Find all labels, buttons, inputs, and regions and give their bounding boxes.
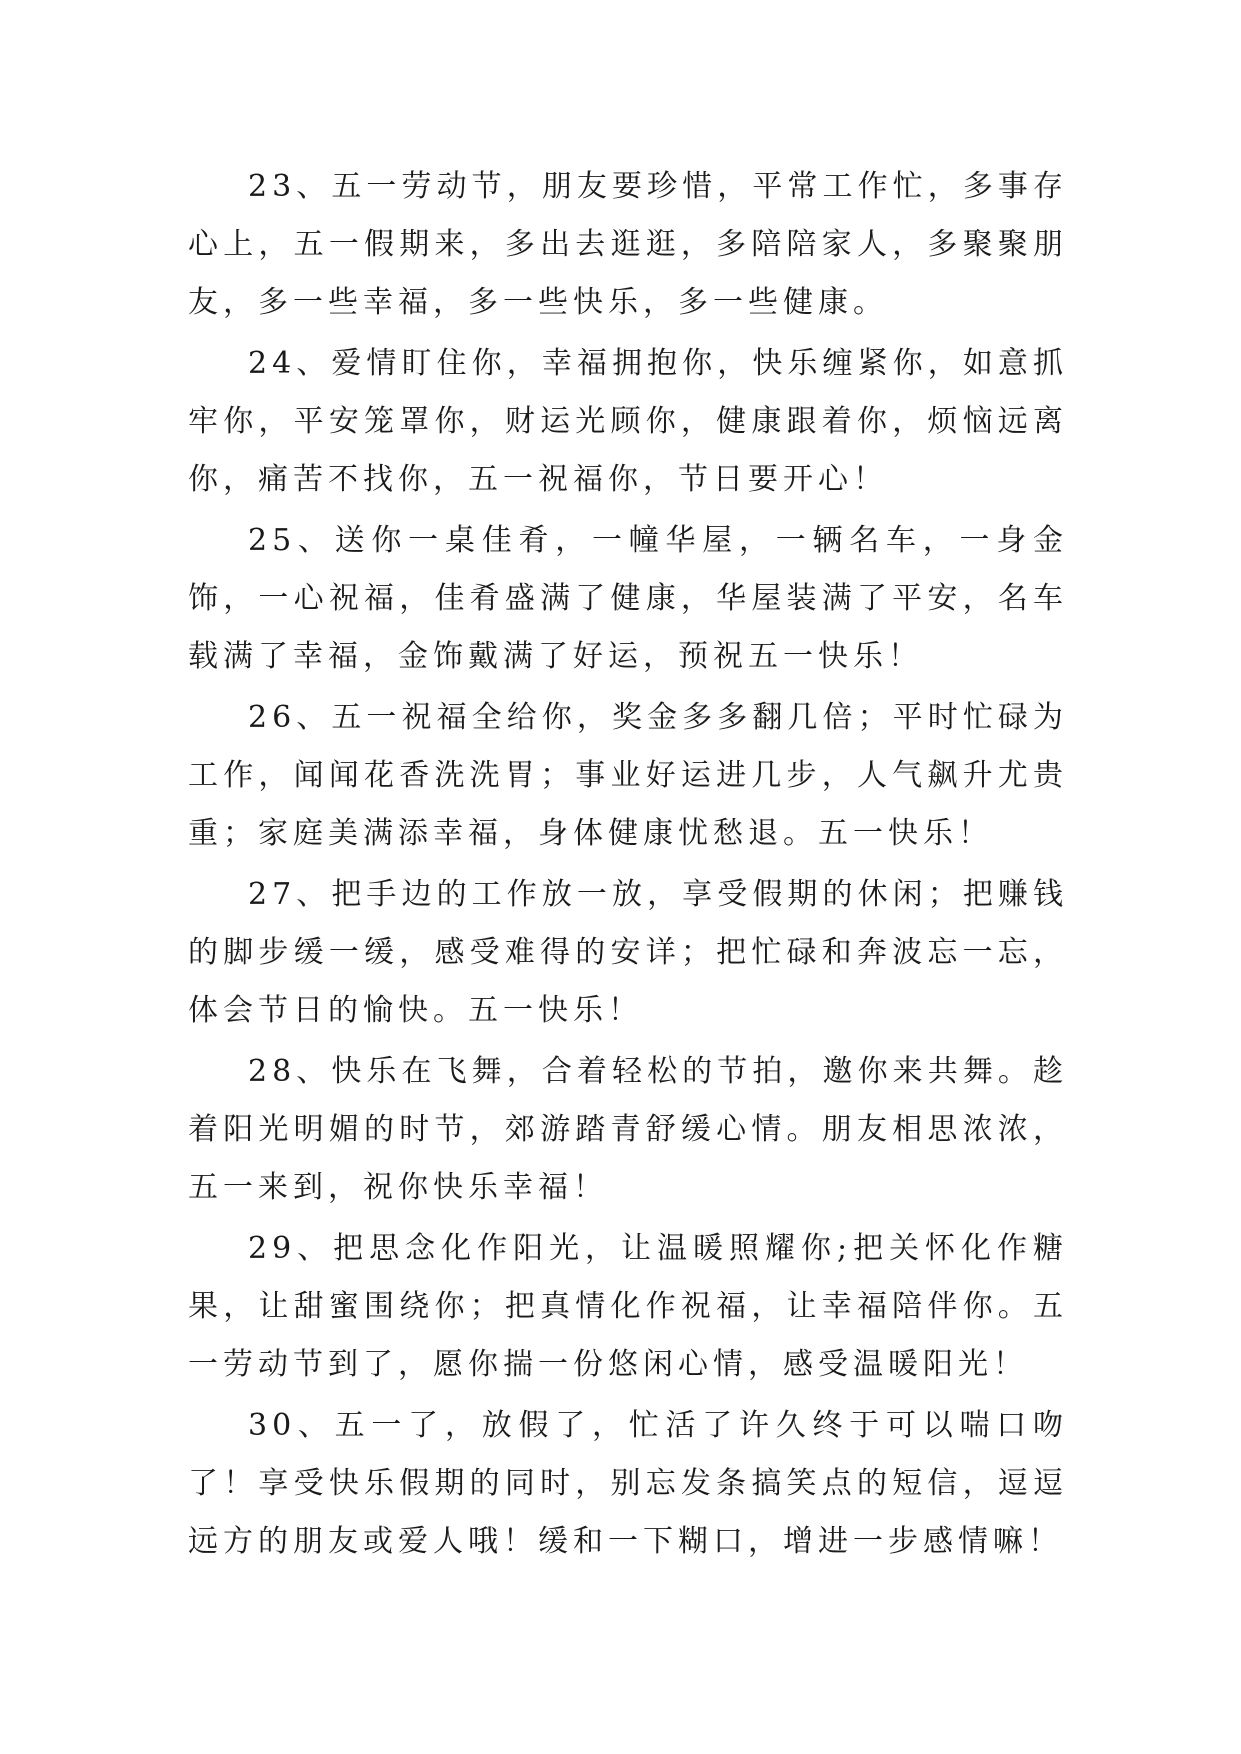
paragraph-24: 24、爱情盯住你，幸福拥抱你，快乐缠紧你，如意抓牢你，平安笼罩你，财运光顾你，健康跟着你，烦恼远离你，痛苦不找你，五一祝福你，节日要开心！ <box>188 346 1068 497</box>
paragraph-23: 23、五一劳动节，朋友要珍惜，平常工作忙，多事存心上，五一假期来，多出去逛逛，多陪陪家人，多聚聚朋友，多一些幸福，多一些快乐，多一些健康。 <box>188 169 1068 320</box>
document-body <box>188 158 1068 1574</box>
paragraph-26: 26、五一祝福全给你，奖金多多翻几倍；平时忙碌为工作，闻闻花香洗洗胃；事业好运进几步，人气飙升尤贵重；家庭美满添幸福，身体健康忧愁退。五一快乐！ <box>188 700 1068 851</box>
paragraph-30: 30、五一了，放假了，忙活了许久终于可以喘口吻了！享受快乐假期的同时，别忘发条搞笑点的短信，逗逗远方的朋友或爱人哦！缓和一下糊口，增进一步感情嘛！ <box>188 1408 1068 1559</box>
paragraph-29: 29、把思念化作阳光，让温暖照耀你;把关怀化作糖果，让甜蜜围绕你；把真情化作祝福，让幸福陪伴你。五一劳动节到了，愿你揣一份悠闲心情，感受温暖阳光！ <box>188 1231 1068 1382</box>
paragraph-28: 28、快乐在飞舞，合着轻松的节拍，邀你来共舞。趁着阳光明媚的时节，郊游踏青舒缓心情。朋友相思浓浓，五一来到，祝你快乐幸福！ <box>188 1054 1068 1205</box>
paragraph-27: 27、把手边的工作放一放，享受假期的休闲；把赚钱的脚步缓一缓，感受难得的安详；把忙碌和奔波忘一忘，体会节日的愉快。五一快乐！ <box>188 877 1068 1028</box>
paragraph-25: 25、送你一桌佳肴，一幢华屋，一辆名车，一身金饰，一心祝福，佳肴盛满了健康，华屋装满了平安，名车载满了幸福，金饰戴满了好运，预祝五一快乐！ <box>188 523 1068 674</box>
